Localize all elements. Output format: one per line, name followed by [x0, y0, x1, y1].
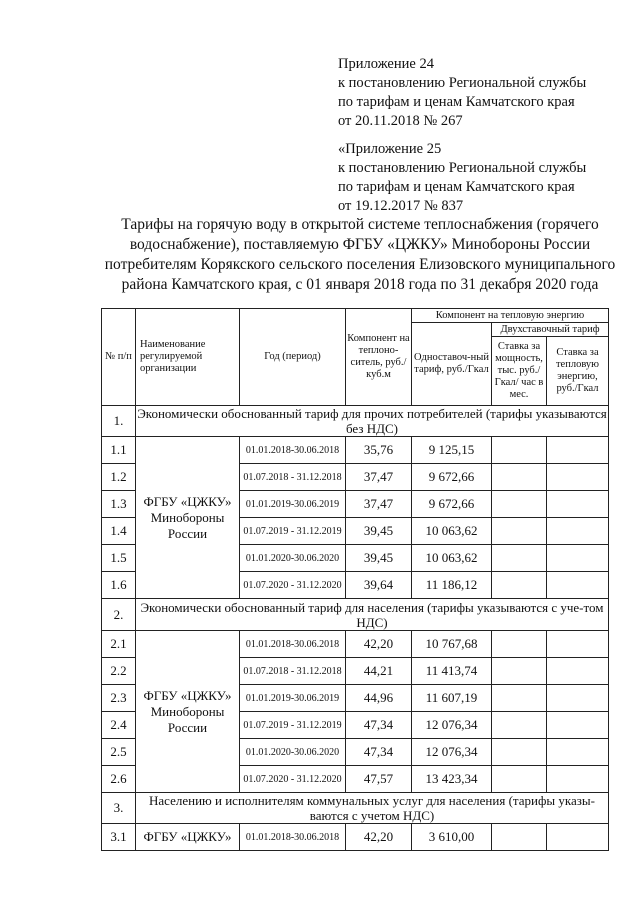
carrier-component: 37,47	[346, 464, 412, 491]
capacity-rate	[492, 464, 547, 491]
section-number: 3.	[102, 793, 136, 824]
section-title: Населению и исполнителям коммунальных услуг для населения (тарифы указы-ваются с учетом НДС)	[136, 793, 609, 824]
period: 01.01.2020-30.06.2020	[240, 739, 346, 766]
capacity-rate	[492, 685, 547, 712]
section-row	[102, 406, 609, 437]
carrier-component: 39,45	[346, 545, 412, 572]
table-row	[102, 824, 609, 851]
capacity-rate	[492, 712, 547, 739]
tariff-table	[101, 308, 609, 851]
energy-rate	[547, 464, 609, 491]
period: 01.07.2020 - 31.12.2020	[240, 766, 346, 793]
energy-rate	[547, 518, 609, 545]
header-energy-rate: Ставка за тепловую энергию, руб./Гкал	[547, 337, 609, 406]
section-number: 1.	[102, 406, 136, 437]
capacity-rate	[492, 739, 547, 766]
capacity-rate	[492, 658, 547, 685]
single-rate-tariff: 10 063,62	[412, 545, 492, 572]
energy-rate	[547, 545, 609, 572]
period: 01.01.2018-30.06.2018	[240, 437, 346, 464]
row-number: 3.1	[102, 824, 136, 851]
row-number: 1.6	[102, 572, 136, 599]
carrier-component: 42,20	[346, 824, 412, 851]
row-number: 2.2	[102, 658, 136, 685]
period: 01.01.2020-30.06.2020	[240, 545, 346, 572]
single-rate-tariff: 10 767,68	[412, 631, 492, 658]
appendix-line: Приложение 24	[338, 56, 434, 72]
title-line: потребителям Корякского сельского поселения Елизовского муниципального	[104, 256, 616, 273]
row-number: 1.3	[102, 491, 136, 518]
energy-rate	[547, 437, 609, 464]
organization-name: ФГБУ «ЦЖКУ»	[136, 824, 240, 851]
energy-rate	[547, 631, 609, 658]
organization-name: ФГБУ «ЦЖКУ» Минобороны России	[136, 631, 240, 793]
appendix-25-header	[338, 140, 586, 216]
capacity-rate	[492, 518, 547, 545]
capacity-rate	[492, 437, 547, 464]
carrier-component: 47,57	[346, 766, 412, 793]
capacity-rate	[492, 491, 547, 518]
energy-rate	[547, 712, 609, 739]
organization-name: ФГБУ «ЦЖКУ» Минобороны России	[136, 437, 240, 599]
section-title: Экономически обоснованный тариф для населения (тарифы указываются с уче-том НДС)	[136, 599, 609, 631]
energy-rate	[547, 685, 609, 712]
carrier-component: 44,96	[346, 685, 412, 712]
single-rate-tariff: 9 125,15	[412, 437, 492, 464]
row-number: 1.2	[102, 464, 136, 491]
capacity-rate	[492, 631, 547, 658]
carrier-component: 35,76	[346, 437, 412, 464]
row-number: 1.1	[102, 437, 136, 464]
header-period: Год (период)	[240, 309, 346, 406]
appendix-line: по тарифам и ценам Камчатского края	[338, 94, 575, 110]
single-rate-tariff: 10 063,62	[412, 518, 492, 545]
row-number: 2.3	[102, 685, 136, 712]
appendix-line: по тарифам и ценам Камчатского края	[338, 179, 575, 195]
period: 01.01.2019-30.06.2019	[240, 685, 346, 712]
period: 01.07.2018 - 31.12.2018	[240, 658, 346, 685]
single-rate-tariff: 12 076,34	[412, 712, 492, 739]
section-title: Экономически обоснованный тариф для прочих потребителей (тарифы указываются без НДС)	[137, 406, 607, 436]
header-carrier: Компонент на теплоно-ситель, руб./куб.м	[346, 309, 412, 406]
energy-rate	[547, 766, 609, 793]
header-heat-group: Компонент на тепловую энергию	[412, 309, 609, 323]
carrier-component: 39,45	[346, 518, 412, 545]
header-two-rate: Двухставочный тариф	[492, 323, 609, 337]
row-number: 2.5	[102, 739, 136, 766]
row-number: 2.1	[102, 631, 136, 658]
single-rate-tariff: 13 423,34	[412, 766, 492, 793]
appendix-line: к постановлению Региональной службы	[338, 160, 587, 176]
document-title	[100, 215, 620, 295]
period: 01.01.2018-30.06.2018	[240, 824, 346, 851]
appendix-24-header	[338, 55, 586, 131]
title-line: Тарифы на горячую воду в открытой системе теплоснабжения (горячего	[121, 216, 599, 233]
section-number: 2.	[102, 599, 136, 631]
single-rate-tariff: 3 610,00	[412, 824, 492, 851]
capacity-rate	[492, 572, 547, 599]
energy-rate	[547, 572, 609, 599]
section-row	[102, 793, 609, 824]
title-line: района Камчатского края, с 01 января 2018 года по 31 декабря 2020 года	[121, 276, 599, 293]
energy-rate	[547, 824, 609, 851]
capacity-rate	[492, 545, 547, 572]
period: 01.01.2018-30.06.2018	[240, 631, 346, 658]
header-num: № п/п	[102, 309, 136, 406]
row-number: 1.4	[102, 518, 136, 545]
table-row	[102, 631, 609, 658]
row-number: 1.5	[102, 545, 136, 572]
single-rate-tariff: 11 413,74	[412, 658, 492, 685]
row-number: 2.4	[102, 712, 136, 739]
title-line: водоснабжение), поставляемую ФГБУ «ЦЖКУ» Минобороны России	[129, 236, 591, 253]
capacity-rate	[492, 766, 547, 793]
carrier-component: 39,64	[346, 572, 412, 599]
row-number: 2.6	[102, 766, 136, 793]
period: 01.07.2020 - 31.12.2020	[240, 572, 346, 599]
appendix-line: «Приложение 25	[338, 141, 442, 157]
header-org: Наименование регулируемой организации	[136, 309, 240, 406]
energy-rate	[547, 658, 609, 685]
carrier-component: 47,34	[346, 712, 412, 739]
carrier-component: 44,21	[346, 658, 412, 685]
section-row	[102, 599, 609, 631]
energy-rate	[547, 739, 609, 766]
appendix-line: от 19.12.2017 № 837	[338, 198, 464, 214]
energy-rate	[547, 491, 609, 518]
single-rate-tariff: 11 607,19	[412, 685, 492, 712]
period: 01.07.2019 - 31.12.2019	[240, 518, 346, 545]
capacity-rate	[492, 824, 547, 851]
carrier-component: 47,34	[346, 739, 412, 766]
table-row	[102, 437, 609, 464]
appendix-line: к постановлению Региональной службы	[338, 75, 587, 91]
period: 01.07.2019 - 31.12.2019	[240, 712, 346, 739]
appendix-line: от 20.11.2018 № 267	[338, 113, 463, 129]
carrier-component: 42,20	[346, 631, 412, 658]
single-rate-tariff: 12 076,34	[412, 739, 492, 766]
single-rate-tariff: 9 672,66	[412, 491, 492, 518]
header-single-rate: Одноставоч-ный тариф, руб./Гкал	[412, 323, 492, 406]
carrier-component: 37,47	[346, 491, 412, 518]
single-rate-tariff: 11 186,12	[412, 572, 492, 599]
header-capacity-rate: Ставка за мощность, тыс. руб./Гкал/ час в мес.	[492, 337, 547, 406]
period: 01.07.2018 - 31.12.2018	[240, 464, 346, 491]
single-rate-tariff: 9 672,66	[412, 464, 492, 491]
period: 01.01.2019-30.06.2019	[240, 491, 346, 518]
